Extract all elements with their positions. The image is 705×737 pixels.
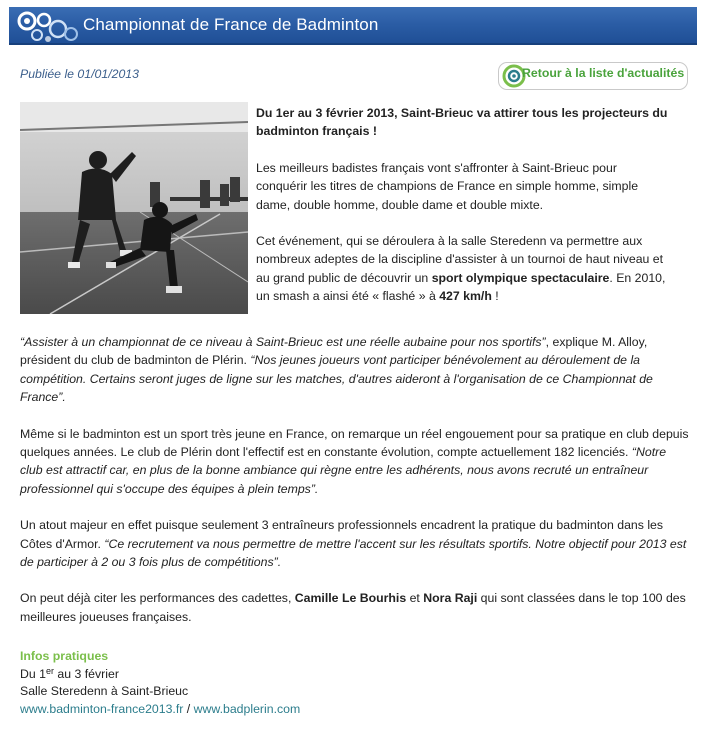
link-badminton-france2013[interactable]: www.badminton-france2013.fr bbox=[20, 701, 184, 716]
back-to-news-label: Retour à la liste d'actualités bbox=[522, 66, 685, 80]
article-intro bbox=[256, 104, 668, 324]
badminton-players-photo bbox=[20, 102, 248, 314]
event-venue: Salle Steredenn à Saint-Brieuc bbox=[20, 684, 189, 698]
article-body bbox=[20, 333, 690, 644]
page-title: Championnat de France de Badminton bbox=[83, 15, 379, 34]
event-links: www.badminton-france2013.fr / www.badplerin.com bbox=[20, 701, 301, 716]
article-paragraph-5: Un atout majeur en effet puisque seulement 3 entraîneurs professionnels encadrent la pratique du badminton dans les Côtes d'Armor. “Ce recrutement va nous permettre de mettre l'accent sur les résultats sportifs. Notre objectif pour 2013 est de participer à 2 ou 3 fois plus de compétitions”. bbox=[20, 518, 687, 570]
article-paragraph-1: Les meilleurs badistes français vont s'affronter à Saint-Brieuc pour conquérir les titres de champions de France en simple homme, simple dame, double homme, double dame et double mixte. bbox=[256, 160, 639, 212]
practical-info-title: Infos pratiques bbox=[20, 649, 109, 663]
link-badplerin[interactable]: www.badplerin.com bbox=[193, 701, 301, 716]
article-lead: Du 1er au 3 février 2013, Saint-Brieuc va attirer tous les projecteurs du badminton français ! bbox=[256, 106, 668, 139]
article-paragraph-2: Cet événement, qui se déroulera à la salle Steredenn va permettre aux nombreux adeptes de la discipline d'assister à un tournoi de haut niveau et au grand public de découvrir un sport olympique spectaculaire. En 2010, un smash a ainsi été « flashé » à 427 km/h ! bbox=[256, 234, 666, 304]
bubbles-logo-icon bbox=[15, 8, 91, 44]
article-paragraph-4: Même si le badminton est un sport très jeune en France, on remarque un réel engouement pour sa pratique en club depuis quelques années. Le club de Plérin dont l'effectif est en constante évolution, compte actuellement 182 licenciés. “Notre club est attractif car, en plus de la bonne ambiance qui règne entre les adhérents, nous avons recruté un entraîneur professionnel qui s'occupe des équipes à plein temps”. bbox=[20, 426, 689, 496]
back-to-news-button[interactable] bbox=[498, 62, 688, 90]
event-dates: Du 1er au 3 février bbox=[20, 665, 119, 681]
article-paragraph-3: “Assister à un championnat de ce niveau à Saint-Brieuc est une réelle aubaine pour nos sportifs”, explique M. Alloy, président du club de badminton de Plérin. “Nos jeunes joueurs vont participer bénévolement au déroulement de la compétition. Certains seront juges de ligne sur les matches, d'autres aideront à l'organisation de ce Championnat de France”. bbox=[20, 335, 653, 405]
practical-info bbox=[20, 648, 300, 718]
article-paragraph-6: On peut déjà citer les performances des cadettes, Camille Le Bourhis et Nora Raji qui sont classées dans le top 100 des meilleures joueuses françaises. bbox=[20, 591, 686, 624]
page-header bbox=[9, 7, 697, 45]
publish-date: Publiée le 01/01/2013 bbox=[20, 67, 139, 81]
